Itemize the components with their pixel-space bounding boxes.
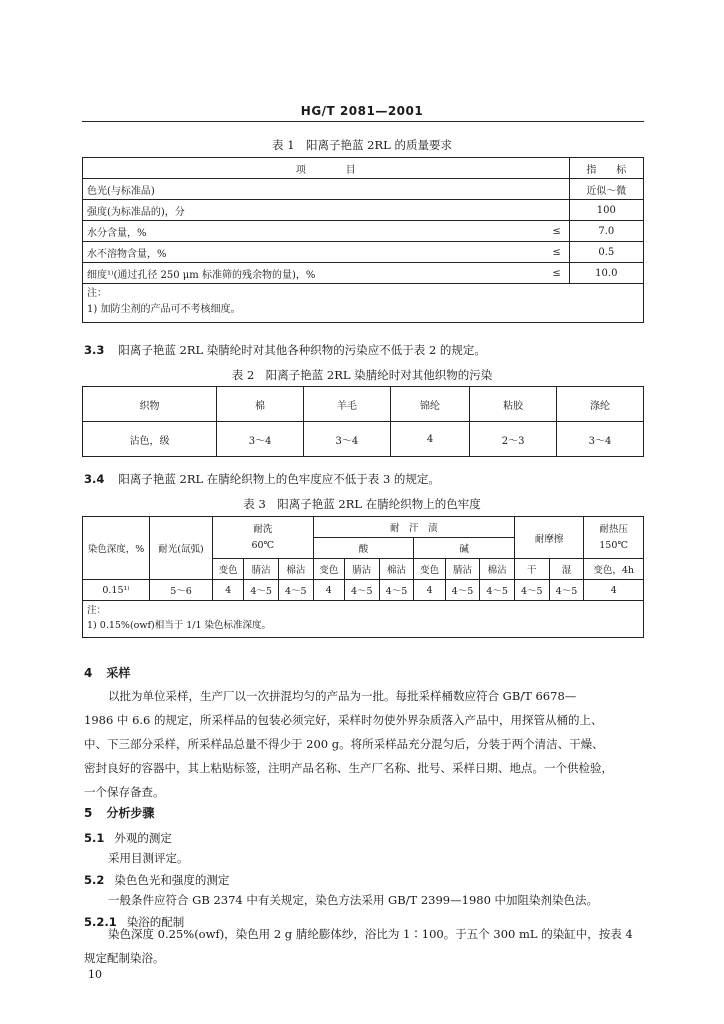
table3-cell: 4～5 — [344, 580, 379, 601]
table3-subhead: 变色，4h — [584, 559, 644, 580]
table3-cell: 5～6 — [150, 580, 213, 601]
table3-subhead: 腈沾 — [244, 559, 279, 580]
table3-subhead: 棉沾 — [480, 559, 515, 580]
table1-note — [83, 284, 644, 323]
table2-caption: 表 2 阳离子艳蓝 2RL 染腈纶时对其他织物的污染 — [231, 368, 493, 382]
table3-head-depth: 染色深度，% — [83, 517, 150, 580]
table3-note-text: 1) 0.15%(owf)相当于 1/1 染色标准深度。 — [87, 620, 272, 631]
table2-cell: 3～4 — [217, 422, 304, 457]
table2-head-cell: 涤纶 — [557, 387, 644, 422]
table3-head-hot-temp: 150℃ — [599, 539, 629, 551]
table3-subhead: 变色 — [213, 559, 244, 580]
table-row — [83, 200, 644, 221]
table1-cell-value: 0.5 — [569, 242, 643, 263]
table3-head-acid: 酸 — [313, 538, 414, 559]
table2-cell: 3～4 — [557, 422, 644, 457]
table3-head-hot — [584, 517, 644, 559]
table2-head-cell: 粘胶 — [470, 387, 557, 422]
table1-cell-op — [545, 179, 570, 200]
section-5-1-heading — [84, 830, 172, 846]
table3-cell: 4～5 — [278, 580, 313, 601]
table3-subhead: 腈沾 — [445, 559, 480, 580]
section-number: 3.3 — [84, 343, 105, 357]
paragraph-line: 以批为单位采样，生产厂以一次拼混均匀的产品为一批。每批采样桶数应符合 GB/T 6678— — [108, 689, 577, 703]
section-5-heading — [84, 804, 154, 821]
table3-subhead: 腈沾 — [344, 559, 379, 580]
table1-cell-value: 100 — [569, 200, 643, 221]
table1-caption: 表 1 阳离子艳蓝 2RL 的质量要求 — [272, 138, 452, 152]
table3-caption: 表 3 阳离子艳蓝 2RL 在腈纶织物上的色牢度 — [243, 497, 481, 511]
section-number: 5 — [84, 806, 93, 820]
section-5-1-body — [84, 846, 644, 870]
paragraph-line: 一个保存备查。 — [84, 785, 165, 799]
paragraph-line: 染色深度 0.25%(owf)，染色用 2 g 腈纶膨体纱，浴比为 1∶100。于五个 300 mL 的染缸中，按表 4 — [108, 927, 633, 941]
table1-head-item: 项 目 — [83, 158, 570, 179]
table2-head-cell: 羊毛 — [303, 387, 390, 422]
table1-head-value: 指 标 — [569, 158, 643, 179]
table3-cell: 4 — [313, 580, 344, 601]
paragraph-line: 采用目测评定。 — [108, 851, 189, 865]
section-4-body — [84, 684, 644, 804]
table1-cell-item: 色光(与标准品) — [83, 179, 545, 200]
table1-cell-item: 水分含量，% — [83, 221, 545, 242]
table1 — [82, 157, 644, 323]
table3-cell: 4 — [414, 580, 445, 601]
table2 — [82, 386, 644, 457]
table-row — [83, 221, 644, 242]
table3-note-label: 注： — [87, 605, 107, 616]
table3-head-wash-temp: 60℃ — [251, 539, 275, 551]
table1-cell-op: ≤ — [545, 221, 570, 242]
table3-cell: 4～5 — [379, 580, 414, 601]
table3-subhead: 湿 — [549, 559, 584, 580]
table3-head-wash-label: 耐洗 — [253, 523, 273, 535]
paragraph-line: 一般条件应符合 GB 2374 中有关规定，染色方法采用 GB/T 2399—1980 中加阻染剂染色法。 — [108, 893, 599, 907]
section-number: 5.1 — [84, 831, 105, 845]
table1-note-text: 1) 加防尘剂的产品可不考核细度。 — [87, 304, 241, 315]
table-row — [83, 580, 644, 601]
table3-note — [83, 601, 644, 638]
table1-cell-value: 近似～微 — [569, 179, 643, 200]
table1-cell-op: ≤ — [545, 263, 570, 284]
paragraph-line: 密封良好的容器中，其上粘贴标签，注明产品名称、生产厂名称、批号、采样日期、地点。一个供检验， — [84, 761, 613, 775]
table2-cell: 沾色，级 — [83, 422, 217, 457]
standard-code: HG/T 2081—2001 — [300, 104, 424, 118]
table3-cell: 4～5 — [244, 580, 279, 601]
table2-cell: 4 — [390, 422, 469, 457]
table1-note-label: 注： — [87, 288, 107, 299]
table3-subhead: 棉沾 — [379, 559, 414, 580]
table1-cell-item: 水不溶物含量，% — [83, 242, 545, 263]
page-number: 10 — [88, 968, 102, 981]
table3-head-sweat: 耐 汗 渍 — [313, 517, 514, 538]
table-row — [83, 242, 644, 263]
table1-cell-op: ≤ — [545, 242, 570, 263]
table3-head-rub: 耐摩擦 — [514, 517, 583, 559]
table1-cell-item: 强度(为标准品的)，分 — [83, 200, 545, 221]
table3-head-alkali: 碱 — [414, 538, 515, 559]
table1-cell-value: 10.0 — [569, 263, 643, 284]
paragraph-line: 规定配制染浴。 — [84, 951, 165, 965]
table3-cell: 0.15¹⁾ — [83, 580, 150, 601]
table3-cell: 4 — [213, 580, 244, 601]
table3-cell: 4～5 — [480, 580, 515, 601]
table3-cell: 4～5 — [549, 580, 584, 601]
table1-cell-op — [545, 200, 570, 221]
table3-cell: 4～5 — [445, 580, 480, 601]
section-number: 4 — [84, 666, 93, 680]
section-text: 阳离子艳蓝 2RL 在腈纶织物上的色牢度应不低于表 3 的规定。 — [118, 472, 440, 486]
section-title: 分析步骤 — [106, 806, 155, 820]
table3-subhead: 棉沾 — [278, 559, 313, 580]
paragraph-line: 中、下三部分采样，所采样品总量不得少于 200 g。将所采样品充分混匀后，分装于两个清洁、干燥、 — [84, 737, 604, 751]
section-3-4 — [84, 471, 440, 487]
section-5-2-body — [84, 888, 644, 912]
table3-subhead: 变色 — [313, 559, 344, 580]
table3-subhead: 变色 — [414, 559, 445, 580]
table-row — [83, 422, 644, 457]
table2-head-cell: 锦纶 — [390, 387, 469, 422]
table3-cell: 4～5 — [514, 580, 549, 601]
table3-head-hot-label: 耐热压 — [599, 523, 628, 535]
table2-head-cell: 织物 — [83, 387, 217, 422]
table3-head-wash — [213, 517, 314, 559]
table2-cell: 3～4 — [303, 422, 390, 457]
section-title: 外观的测定 — [114, 831, 172, 845]
section-number: 3.4 — [84, 472, 105, 486]
header-rule — [82, 121, 644, 122]
section-5-2-1-body — [84, 922, 644, 970]
section-number: 5.2.1 — [84, 915, 117, 929]
section-title: 采样 — [106, 666, 131, 680]
section-4-heading — [84, 664, 130, 681]
section-text: 阳离子艳蓝 2RL 染腈纶时对其他各种织物的污染应不低于表 2 的规定。 — [118, 343, 486, 357]
section-3-3 — [84, 342, 486, 358]
paragraph-line: 1986 中 6.6 的规定，所采样品的包装必须完好，采样时勿使外界杂质落入产品中，用探管从桶的上、 — [84, 713, 603, 727]
table2-cell: 2～3 — [470, 422, 557, 457]
section-number: 5.2 — [84, 873, 105, 887]
table3-cell: 4 — [584, 580, 644, 601]
section-title: 染色色光和强度的测定 — [114, 873, 230, 887]
table3 — [82, 516, 644, 638]
table-row — [83, 179, 644, 200]
section-5-2-heading — [84, 872, 229, 888]
table1-cell-value: 7.0 — [569, 221, 643, 242]
table3-subhead: 干 — [514, 559, 549, 580]
table1-cell-item: 细度¹⁾(通过孔径 250 μm 标准筛的残余物的量)，% — [83, 263, 545, 284]
section-title: 染浴的配制 — [126, 915, 185, 929]
table2-head-cell: 棉 — [217, 387, 304, 422]
table-row — [83, 263, 644, 284]
table3-head-light: 耐光(氙弧) — [150, 517, 213, 580]
